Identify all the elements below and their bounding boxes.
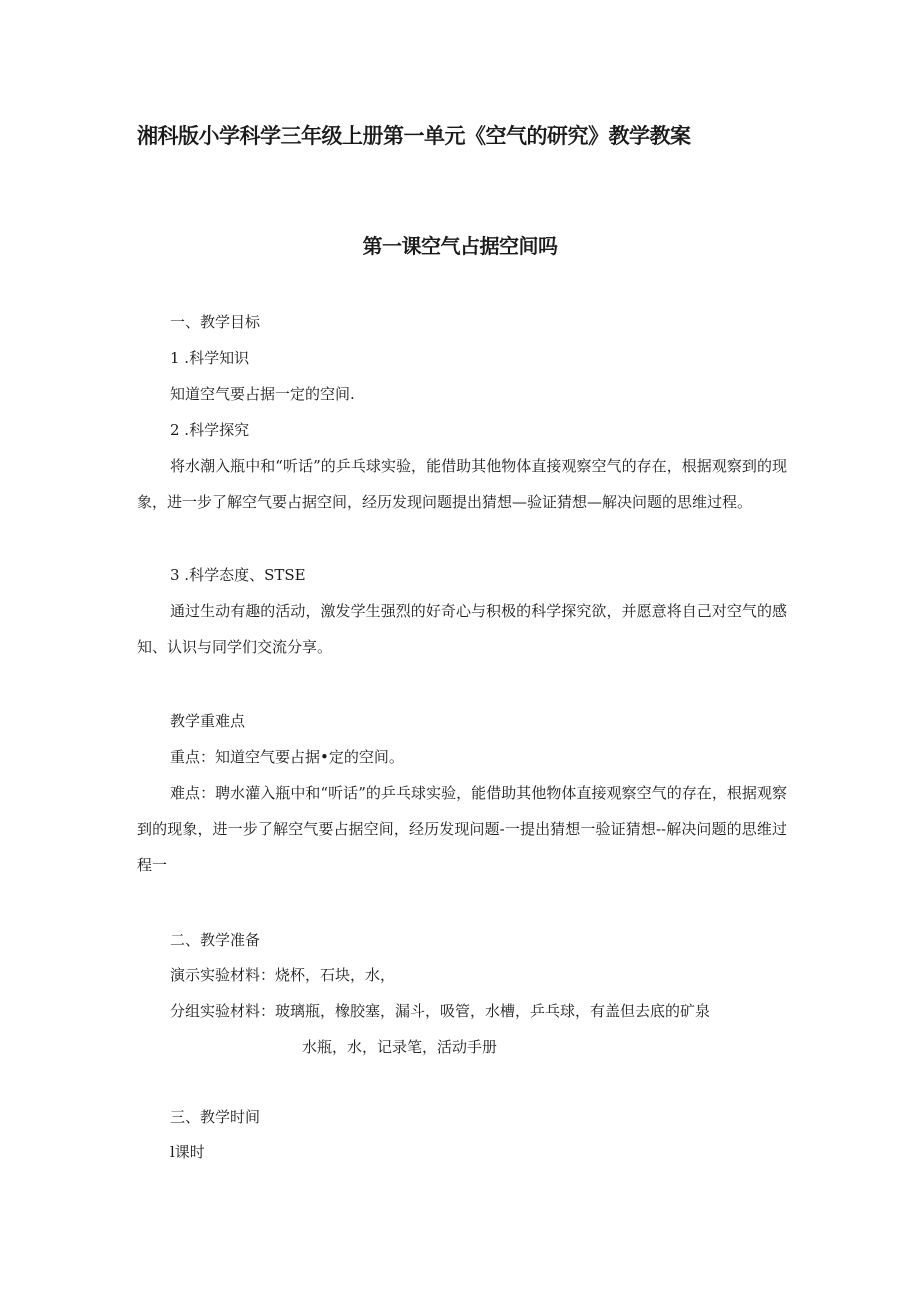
group-materials	[170, 993, 790, 1065]
item1-title: 1 .科学知识	[170, 349, 250, 367]
item1-text: 知道空气要占据一定的空间.	[170, 385, 355, 403]
item3-text: 通过生动有趣的活动，激发学生强烈的好奇心与积极的科学探究欲，并愿意将自己对空气的感知、认识与同学们交流分享。	[137, 602, 787, 656]
item3-title: 3 .科学态度、STSE	[170, 566, 306, 584]
group-materials-line1: 玻璃瓶，橡胶塞，漏斗，吸管，水槽，乒乓球，有盖但去底的矿泉	[275, 1002, 711, 1020]
key-point-difficulty: 难点：聘水灌入瓶中和“听话”的乒乓球实验，能借助其他物体直接观察空气的存在，根据观察到的现象，进一步了解空气要占据空间，经历发现问题-一提出猜想一验证猜想--解决问题的思维过程一	[137, 784, 787, 874]
lesson-title: 第一课空气占据空间吗	[362, 234, 558, 258]
group-materials-line2: 水瓶，水，记录笔，活动手册	[302, 1038, 498, 1056]
key-points-heading: 教学重难点	[170, 712, 246, 730]
item2-title: 2 .科学探究	[170, 421, 250, 439]
duration: l课时	[170, 1143, 205, 1161]
document-title: 湘科版小学科学三年级上册第一单元《空气的研究》教学教案	[137, 124, 691, 148]
key-point-focus: 重点：知道空气要占据•定的空间。	[170, 748, 404, 766]
section3-heading: 三、教学时间	[170, 1108, 261, 1126]
group-materials-label: 分组实验材料：	[170, 1002, 276, 1020]
section2-heading: 二、教学准备	[170, 931, 261, 949]
item2-text: 将水潮入瓶中和“听话”的乒乓球实验，能借助其他物体直接观察空气的存在，根据观察到的现象，进一步了解空气要占据空间，经历发现问题提出猜想—验证猜想—解决问题的思维过程。	[137, 457, 787, 511]
demo-materials: 演示实验材料：烧杯，石块，水，	[170, 966, 396, 984]
section1-heading: 一、教学目标	[170, 313, 261, 331]
